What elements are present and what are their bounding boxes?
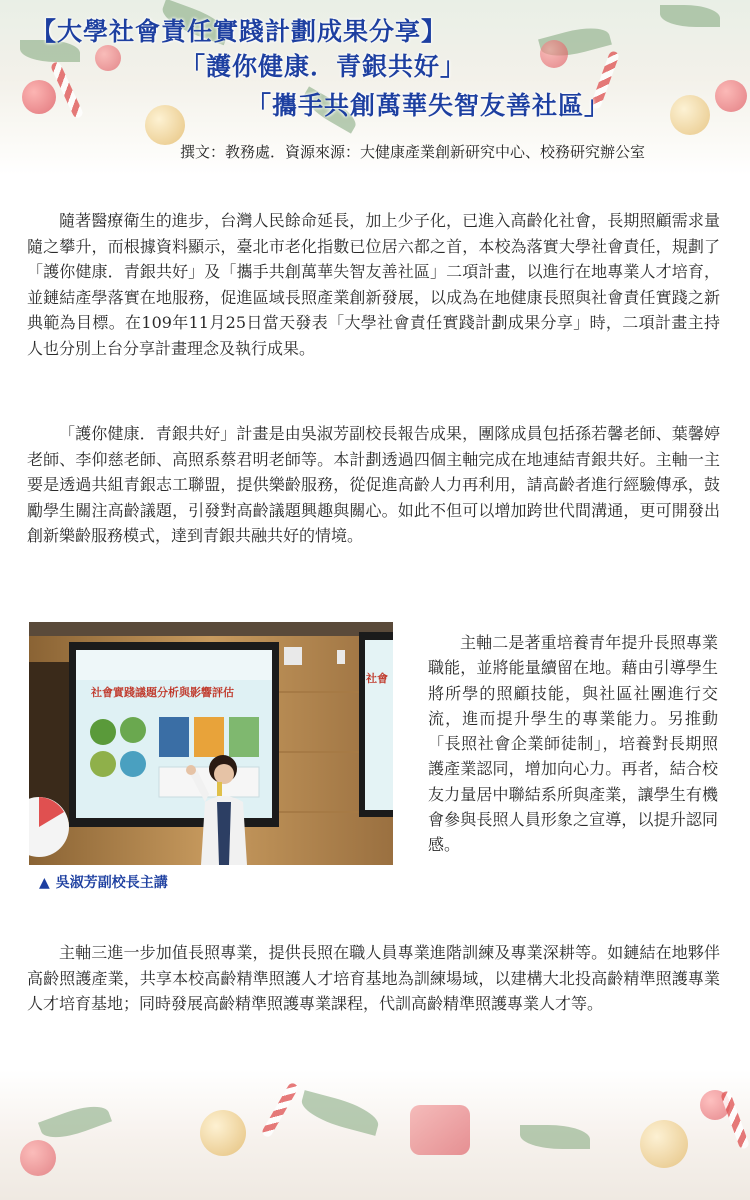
gold-ornament-icon — [670, 95, 710, 135]
footer-decoration — [0, 1070, 750, 1200]
speaker-photo-illustration — [29, 622, 393, 865]
candy-cane-icon — [720, 1090, 750, 1150]
triangle-up-icon: ▲ — [39, 875, 50, 891]
event-photo — [29, 622, 393, 865]
red-ornament-icon — [20, 1140, 56, 1176]
byline: 撰文：教務處．資源來源：大健康產業創新研究中心、校務研究辦公室 — [180, 143, 646, 161]
holly-leaf-icon — [660, 5, 720, 27]
paragraph-project-one: 「護你健康．青銀共好」計畫是由吳淑芳副校長報告成果，團隊成員包括孫若馨老師、葉馨婷老師、李仰慈老師、高照系蔡君明老師等。本計劃透過四個主軸完成在地連結青銀共好。主軸一主要是透過共組青銀志工聯盟，提供樂齡服務，從促進高齡人力再利用，請高齡者進行經驗傳承，鼓勵學生關注高齡議題，引發對高齡議題興趣與關心。如此不但可以增加跨世代間溝通，更可開發出創新樂齡服務模式，達到青銀共融共好的情境。 — [27, 424, 720, 545]
red-ornament-icon — [540, 40, 568, 68]
holly-leaf-icon — [520, 1125, 590, 1149]
candy-cane-icon — [261, 1082, 300, 1139]
page-title: 【大學社會責任實踐計劃成果分享】 — [31, 17, 448, 46]
red-ornament-icon — [715, 80, 747, 112]
project-title-1: 「護你健康．青銀共好」 — [180, 52, 467, 81]
project-title-2: 「攜手共創萬華失智友善社區」 — [246, 91, 611, 120]
side-screen-text: 社會 — [366, 672, 388, 685]
paragraph-project-three: 主軸三進一步加值長照專業，提供長照在職人員專業進階訓練及專業深耕等。如鏈結在地夥伴高齡照護產業，共享本校高齡精準照護人才培育基地為訓練場域，以建構大北投高齡精準照護專業人才培育基地；同時發展高齡精準照護專業課程，代訓高齡精準照護專業人才等。 — [27, 943, 720, 1013]
holly-leaf-icon — [298, 1090, 382, 1136]
gold-ornament-icon — [640, 1120, 688, 1168]
paragraph-intro: 隨著醫療衛生的進步，台灣人民餘命延長，加上少子化，已進入高齡化社會，長期照顧需求量隨之攀升，而根據資料顯示，臺北市老化指數已位居六都之首，本校為落實大學社會責任，規劃了「護你健康．青銀共好」及「攜手共創萬華失智友善社區」二項計畫，以進行在地專業人才培育，並鏈結產學落實在地服務，促進區域長照產業創新發展，以成為在地健康長照與社會責任實踐之新典範為目標。在109年11月25日當天發表「大學社會責任實踐計劃成果分享」時，二項計畫主持人也分別上台分享計畫理念及執行成果。 — [27, 211, 720, 358]
photo-caption — [39, 872, 168, 892]
red-ornament-icon — [95, 45, 121, 71]
paragraph-project-two: 主軸二是著重培養青年提升長照專業職能，並將能量續留在地。藉由引導學生將所學的照顧技能，與社區社團進行交流，進而提升學生的專業能力。另推動「長照社會企業師徒制」，培養對長期照護產業認同，增加向心力。再者，結合校友力量居中聯結系所與產業，讓學生有機會參與長照人員形象之宣導，以提升認同感。 — [428, 633, 718, 855]
holly-leaf-icon — [38, 1099, 112, 1145]
gift-box-icon — [410, 1105, 470, 1155]
caption-text: 吳淑芳副校長主講 — [55, 875, 168, 891]
gold-ornament-icon — [200, 1110, 246, 1156]
slide-title: 社會實踐議題分析與影響評估 — [91, 686, 234, 699]
gold-ornament-icon — [145, 105, 185, 145]
red-ornament-icon — [22, 80, 56, 114]
candy-cane-icon — [50, 61, 84, 120]
